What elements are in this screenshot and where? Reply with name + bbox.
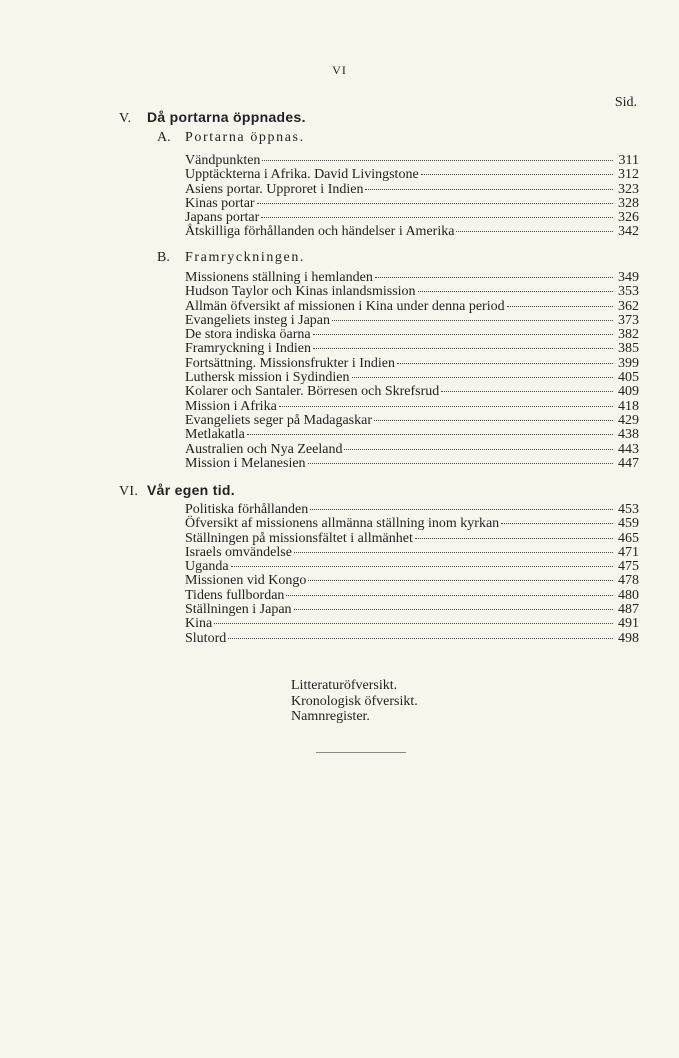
toc-list [185,271,639,471]
toc-entry [185,225,639,239]
part-heading [119,482,235,500]
dot-leader [332,319,613,321]
toc-entry [185,400,639,414]
toc-entry-page: 491 [618,616,639,632]
toc-entry-page: 323 [618,181,639,197]
toc-entry [185,443,639,457]
dot-leader [313,333,613,335]
toc-entry-page: 405 [618,370,639,386]
toc-entry [185,617,639,631]
section-title: Framryckningen. [185,250,306,265]
toc-entry-title: Ställningen på missionsfältet i allmänhet [185,530,413,546]
toc-entry-page: 349 [618,270,639,285]
toc-entry [185,385,639,399]
toc-entry-title: Australien och Nya Zeeland [185,441,343,457]
toc-entry-page: 385 [618,341,639,357]
toc-entry-page: 443 [618,441,639,457]
dot-leader [308,462,613,464]
toc-entry-page: 487 [618,602,639,618]
toc-entry [185,589,639,603]
dot-leader [418,290,613,292]
toc-entry-title: Mission i Afrika [185,398,277,414]
dot-leader [501,522,613,524]
dot-leader [313,347,613,349]
toc-entry [185,574,639,588]
dot-leader [375,276,613,278]
dot-leader [294,551,613,553]
toc-entry-title: Metlakatla [185,427,245,443]
dot-leader [247,433,613,435]
toc-entry-page: 328 [618,195,639,211]
toc-entry-title: Missionen vid Kongo [185,573,307,589]
toc-entry-title: Politiska förhållanden [185,502,309,517]
toc-entry-title: Mission i Melanesien [185,455,306,471]
toc-entry-page: 399 [618,355,639,371]
toc-entry-title: Vändpunkten [185,153,261,168]
dot-leader [310,508,613,510]
toc-entry-title: Missionens ställning i hemlanden [185,270,373,285]
toc-entry [185,632,639,646]
toc-entry-page: 465 [618,530,639,546]
toc-entry-title: Israels omvändelse [185,544,292,560]
toc-entry [185,271,639,285]
dot-leader [421,173,613,175]
toc-entry-page: 480 [618,587,639,603]
part-title: Då portarna öppnades. [147,109,306,125]
dot-leader [308,579,613,581]
toc-entry-page: 311 [618,153,639,168]
toc-entry-title: Kina [185,616,213,632]
dot-leader [374,419,613,421]
section-heading [157,250,305,266]
toc-entry [185,314,639,328]
toc-entry-title: Tidens fullbordan [185,587,285,603]
toc-entry-title: Åtskilliga förhållanden och händelser i Amerika [185,224,455,240]
toc-entry [185,357,639,371]
toc-entry [185,328,639,342]
dot-leader [228,637,613,639]
toc-entry [185,532,639,546]
toc-entry [185,546,639,560]
toc-entry-page: 326 [618,210,639,226]
toc-entry [185,457,639,471]
dot-leader [231,565,613,567]
part-number: V. [119,111,132,126]
toc-entry-title: Ställningen i Japan [185,602,292,618]
toc-entry-title: Luthersk mission i Sydindien [185,370,350,386]
toc-entry [185,414,639,428]
toc-entry [185,342,639,356]
toc-entry-title: De stora indiska öarna [185,327,311,343]
toc-list [185,154,639,240]
dot-leader [261,216,613,218]
dot-leader [415,537,613,539]
dot-leader [397,362,613,364]
section-title: Portarna öppnas. [185,130,305,145]
dot-leader [344,448,613,450]
toc-entry-title: Evangeliets insteg i Japan [185,312,331,328]
toc-entry-page: 438 [618,427,639,443]
dot-leader [279,405,613,407]
toc-entry-title: Hudson Taylor och Kinas inlandsmission [185,284,416,300]
section-letter: A. [157,130,171,145]
toc-entry-page: 471 [618,544,639,560]
toc-entry-title: Upptäckterna i Afrika. David Livingstone [185,167,419,183]
toc-entry [185,197,639,211]
dot-leader [262,159,613,161]
toc-entry-title: Slutord [185,630,227,646]
toc-entry [185,603,639,617]
appendix-item: Namnregister. [291,709,370,724]
appendix-item: Litteraturöfversikt. [291,678,398,693]
toc-entry-page: 373 [618,312,639,328]
toc-entry [185,285,639,299]
toc-entry-page: 429 [618,412,639,428]
toc-entry [185,300,639,314]
dot-leader [456,230,613,232]
dot-leader [441,390,613,392]
appendix-list [291,678,418,725]
toc-entry-title: Kolarer och Santaler. Börresen och Skrefsrud [185,384,440,400]
toc-entry-page: 342 [618,224,639,240]
dot-leader [507,305,613,307]
toc-entry-page: 353 [618,284,639,300]
toc-entry-title: Allmän öfversikt af missionen i Kina under denna period [185,298,505,314]
toc-entry-page: 498 [618,630,639,646]
toc-entry [185,517,639,531]
toc-entry-page: 362 [618,298,639,314]
toc-entry [185,371,639,385]
toc-list [185,503,639,646]
toc-entry [185,154,639,168]
part-heading [119,109,306,127]
toc-entry-page: 475 [618,559,639,575]
toc-entry-page: 478 [618,573,639,589]
page-number: VI [332,63,347,77]
toc-entry-page: 459 [618,516,639,532]
dot-leader [352,376,614,378]
section-heading [157,130,305,146]
toc-entry-title: Asiens portar. Upproret i Indien [185,181,364,197]
toc-entry-title: Uganda [185,559,229,575]
toc-entry-title: Kinas portar [185,195,255,211]
dot-leader [294,608,613,610]
toc-entry-title: Evangeliets seger på Madagaskar [185,412,372,428]
toc-entry-title: Framryckning i Indien [185,341,311,357]
section-letter: B. [157,250,170,265]
toc-entry-page: 382 [618,327,639,343]
toc-entry [185,183,639,197]
toc-entry-page: 418 [618,398,639,414]
toc-entry-page: 447 [618,455,639,471]
divider-rule [316,752,406,753]
appendix-item: Kronologisk öfversikt. [291,693,418,709]
toc-entry-title: Öfversikt af missionens allmänna ställning inom kyrkan [185,516,500,532]
dot-leader [257,202,613,204]
toc-entry [185,168,639,182]
toc-entry-page: 409 [618,384,639,400]
dot-leader [365,188,613,190]
dot-leader [286,594,613,596]
toc-entry-title: Japans portar [185,210,260,226]
dot-leader [214,622,613,624]
toc-entry-page: 453 [618,502,639,517]
part-number: VI. [119,484,139,499]
part-title: Vår egen tid. [147,482,235,498]
toc-entry-title: Fortsättning. Missionsfrukter i Indien [185,355,395,371]
toc-entry-page: 312 [618,167,639,183]
page-column-header: Sid. [614,95,637,110]
toc-entry [185,428,639,442]
toc-entry [185,560,639,574]
